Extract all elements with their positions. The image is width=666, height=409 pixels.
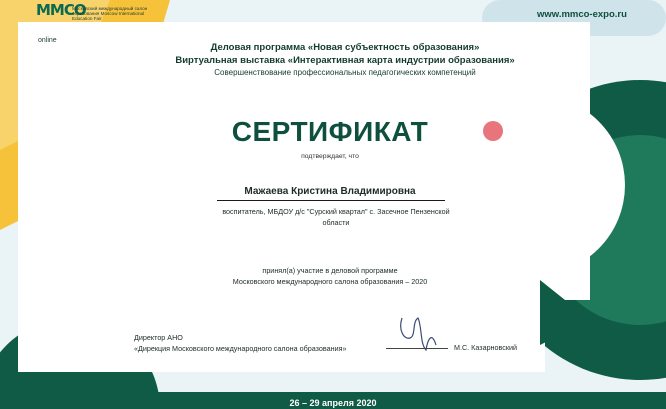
signer-name: М.С. Казарновский	[454, 343, 518, 352]
recipient-role-line1: воспитатель, МБДОУ д/с "Сурский квартал" с. Засечное Пензенской	[222, 207, 450, 216]
participation-line1: принял(а) участие в деловой программе	[262, 266, 398, 275]
logo-mark: ММСО	[36, 1, 86, 19]
recipient-role	[196, 206, 476, 228]
program-subtitle: Совершенствование профессиональных педагогических компетенций	[214, 68, 476, 77]
logo-online: online	[38, 37, 57, 44]
recipient-role-line2: области	[322, 218, 350, 227]
signer-position-line2: «Дирекция Московского международного салона образования»	[134, 344, 347, 353]
logo-subtitle: Московский международный салон образования Moscow International Education Fair	[72, 6, 148, 21]
website-link[interactable]: www.mmco-expo.ru	[537, 9, 627, 20]
event-dates: 26 – 29 апреля 2020	[289, 398, 377, 408]
mmco-logo	[36, 1, 156, 48]
coral-dot	[483, 121, 503, 141]
signature-line	[386, 348, 448, 349]
signer-position-line1: Директор АНО	[134, 333, 183, 342]
signer-position	[134, 332, 394, 354]
recipient-name: Мажаева Кристина Владимировна	[244, 186, 416, 197]
confirms-text: подтверждает, что	[301, 153, 359, 160]
program-title: Деловая программа «Новая субъектность образования»	[210, 42, 480, 53]
name-underline	[217, 200, 445, 201]
participation-line2: Московского международного салона образования – 2020	[232, 277, 428, 286]
exhibition-title: Виртуальная выставка «Интерактивная карта индустрии образования»	[175, 55, 515, 66]
certificate-title: СЕРТИФИКАТ	[231, 116, 429, 147]
participation-text	[180, 265, 480, 287]
